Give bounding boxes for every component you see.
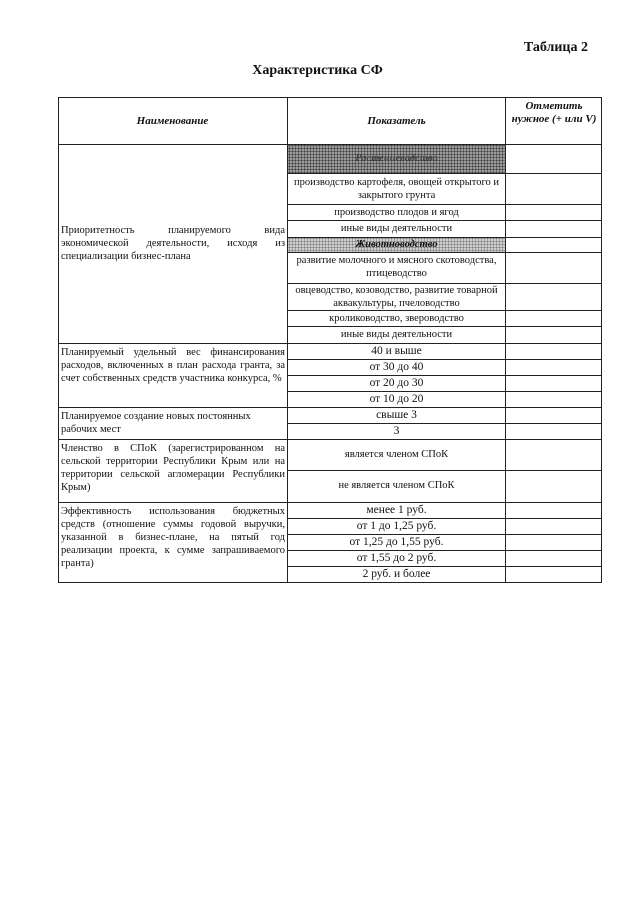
mark-cell[interactable] [506,205,601,220]
plant-item: иные виды деятельности [340,223,453,234]
header-indicator: Показатель [367,115,426,127]
header-mark: Отметить нужное (+ или V) [511,100,597,125]
efficiency-criterion: Эффективность использования бюджетных средств (отношение суммы годовой выручки, указанной в бизнес-плане, на пятый год реализации проекта, к сумме запрашиваемого гранта) [61,506,285,569]
share-criterion: Планируемый удельный вес финансирования расходов, включенных в план расхода гранта, за счет собственных средств участника конкурса, % [61,347,285,384]
plant-header: Растениеводство [355,153,438,164]
animal-header: Животноводство [355,239,438,250]
mark-cell[interactable] [506,551,601,566]
mark-cell[interactable] [506,253,601,283]
table-label: Таблица 2 [523,40,588,55]
characteristics-table [58,97,602,583]
jobs-option: 3 [393,425,400,437]
membership-criterion: Членство в СПоК (зарегистрированном на сельской территории Республики Крым или на территории сельской агломерации Республики Крым) [61,443,285,493]
mark-cell[interactable] [506,311,601,326]
efficiency-option: от 1 до 1,25 руб. [356,520,437,532]
mark-cell[interactable] [506,471,601,502]
mark-cell[interactable] [506,440,601,470]
animal-item: овцеводство, козоводство, развитие товарной аквакультуры, пчеловодство [295,285,498,309]
share-option: от 10 до 20 [369,393,424,405]
mark-cell[interactable] [506,535,601,550]
animal-item: иные виды деятельности [340,329,453,340]
mark-cell[interactable] [506,424,601,439]
mark-cell[interactable] [506,392,601,407]
animal-item: развитие молочного и мясного скотоводства, птицеводство [296,255,497,279]
mark-cell[interactable] [506,284,601,310]
priority-criterion: Приоритетность планируемого вида экономической деятельности, исходя из специализации бизнес-плана [61,225,285,262]
membership-option: является членом СПоК [344,449,449,460]
jobs-criterion: Планируемое создание новых постоянных рабочих мест [61,411,251,435]
plant-item: производство картофеля, овощей открытого и закрытого грунта [294,177,499,201]
efficiency-option: от 1,25 до 1,55 руб. [349,536,444,548]
mark-cell[interactable] [506,174,601,204]
share-option: от 30 до 40 [369,361,424,373]
jobs-option: свыше 3 [376,409,417,421]
header-name: Наименование [136,115,209,127]
share-option: от 20 до 30 [369,377,424,389]
mark-cell[interactable] [506,360,601,375]
mark-cell[interactable] [506,503,601,518]
mark-cell[interactable] [506,519,601,534]
mark-cell[interactable] [506,376,601,391]
efficiency-option: от 1,55 до 2 руб. [356,552,437,564]
mark-cell[interactable] [506,327,601,343]
efficiency-option: менее 1 руб. [366,504,427,516]
mark-cell[interactable] [506,344,601,359]
mark-cell[interactable] [506,221,601,237]
document-title: Характеристика СФ [252,63,383,78]
mark-cell[interactable] [506,567,601,582]
plant-item: производство плодов и ягод [334,207,459,218]
share-option: 40 и выше [371,345,422,357]
efficiency-option: 2 руб. и более [362,568,431,580]
membership-option: не является членом СПоК [338,480,455,491]
mark-cell[interactable] [506,408,601,423]
animal-item: кролиководство, звероводство [329,313,464,324]
